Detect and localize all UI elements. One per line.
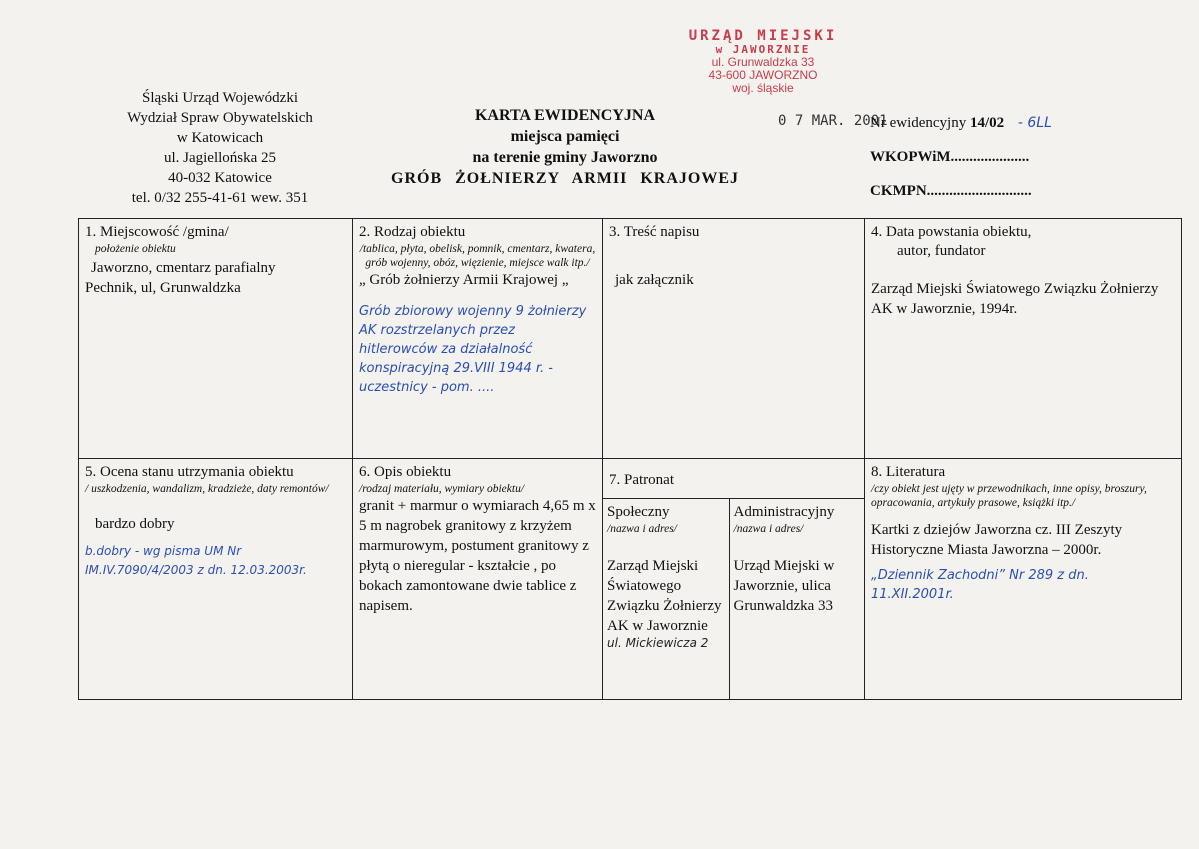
- condition-handwritten: b.dobry - wg pisma UM Nr IM.IV.7090/4/2003 z dn. 12.03.2003r.: [85, 544, 307, 577]
- creation-date-value: Zarząd Miejski Światowego Związku Żołnierzy AK w Jaworznie, 1994r.: [871, 281, 1159, 317]
- cell-header: 5. Ocena stanu utrzymania obiektu: [85, 464, 294, 480]
- issuer-line: Wydział Spraw Obywatelskich: [127, 110, 313, 126]
- title-line-2: miejsca pamięci: [510, 128, 620, 145]
- admin-subheader: /nazwa i adres/: [733, 523, 804, 535]
- cell-header: 8. Literatura: [871, 464, 946, 480]
- literature-value: Kartki z dziejów Jaworzna cz. III Zeszyty Historyczne Miasta Jaworzna – 2000r.: [871, 522, 1123, 558]
- issuer-line: Śląski Urząd Wojewódzki: [142, 90, 298, 106]
- cell-patronage: [603, 459, 865, 700]
- title-line-3: na terenie gminy Jaworzno: [472, 149, 658, 166]
- stamp-line-3: ul. Grunwaldzka 33: [711, 55, 815, 69]
- social-header: Społeczny: [607, 504, 670, 520]
- issuer-address: [100, 88, 340, 208]
- table-row: [603, 499, 865, 699]
- cell-location: [79, 219, 353, 459]
- cell-header: 1. Miejscowość /gmina/: [85, 224, 229, 240]
- wkopwim-field: WKOPWiM.....................: [870, 149, 1030, 165]
- social-handwritten: ul. Mickiewicza 2: [607, 636, 709, 650]
- cell-header: 6. Opis obiektu: [359, 464, 452, 480]
- title-line-4: GRÓB ŻOŁNIERZY ARMII KRAJOWEJ: [391, 170, 739, 187]
- social-subheader: /nazwa i adres/: [607, 523, 677, 535]
- object-type-handwritten: Grób zbiorowy wojenny 9 żołnierzy AK rozstrzelanych przez hitlerowców za działalność konspiracyjną 29.VIII 1944 r. - uczestnicy - pom. ....: [359, 304, 587, 395]
- cell-creation-date: [865, 219, 1182, 459]
- registry-number-value: 14/02: [969, 115, 1005, 131]
- cell-object-type: [353, 219, 603, 459]
- table-row: [79, 219, 1182, 459]
- cell-subheader: położenie obiektu: [95, 243, 176, 255]
- cell-inscription: [603, 219, 865, 459]
- cell-literature: [865, 459, 1182, 700]
- literature-handwritten: „Dziennik Zachodni” Nr 289 z dn. 11.XII.2001r.: [871, 568, 1089, 602]
- registry-block: [870, 106, 1052, 208]
- title-line-1: KARTA EWIDENCYJNA: [474, 107, 656, 124]
- city-office-stamp: [668, 30, 858, 95]
- received-date-stamp: 0 7 MAR. 2001: [778, 113, 888, 129]
- cell-header-2: autor, fundator: [897, 243, 986, 259]
- stamp-line-2: w JAWORZNIE: [715, 43, 811, 56]
- registry-number-label: Nr ewidencyjny: [870, 115, 967, 131]
- card-title: [355, 105, 775, 189]
- issuer-line: tel. 0/32 255-41-61 wew. 351: [131, 190, 309, 206]
- cell-subheader: / uszkodzenia, wandalizm, kradzieże, daty remontów/: [85, 483, 329, 495]
- cell-header: 2. Rodzaj obiektu: [359, 224, 466, 240]
- description-value: granit + marmur o wymiarach 4,65 m x 5 m nagrobek granitowy z krzyżem marmurowym, postument granitowy z płytą o nieregular - kształcie , po bokach zamontowane dwie tablice z napisem.: [359, 498, 596, 614]
- cell-header: 3. Treść napisu: [609, 224, 700, 240]
- ckmpn-field: CKMPN............................: [870, 183, 1032, 199]
- object-type-value: „ Grób żołnierzy Armii Krajowej „: [359, 272, 569, 288]
- evidence-table: [78, 218, 1182, 700]
- issuer-line: w Katowicach: [176, 130, 264, 146]
- cell-subheader: /czy obiekt jest ujęty w przewodnikach, inne opisy, broszury, opracowania, artykuły prasowe, książki itp./: [871, 483, 1147, 509]
- cell-patronage-social: [603, 499, 729, 699]
- location-line-2: Pechnik, ul, Grunwaldzka: [85, 280, 241, 296]
- cell-subheader: /tablica, płyta, obelisk, pomnik, cmentarz, kwatera, grób wojenny, obóz, więzienie, miejsce walk itp./: [359, 243, 596, 269]
- issuer-line: ul. Jagiellońska 25: [163, 150, 277, 166]
- cell-condition: [79, 459, 353, 700]
- cell-subheader: /rodzaj materiału, wymiary obiektu/: [359, 483, 525, 495]
- condition-value: bardzo dobry: [95, 516, 175, 532]
- stamp-line-5: woj. śląskie: [732, 81, 794, 95]
- cell-patronage-admin: [729, 499, 865, 699]
- issuer-line: 40-032 Katowice: [168, 170, 272, 186]
- stamp-line-4: 43-600 JAWORZNO: [708, 68, 818, 82]
- cell-description: [353, 459, 603, 700]
- admin-value: Urząd Miejski w Jaworznie, ulica Grunwaldzka 33: [733, 558, 835, 614]
- registry-number: [870, 106, 1052, 140]
- inscription-value: jak załącznik: [615, 272, 694, 288]
- cell-header: 4. Data powstania obiektu,: [871, 224, 1032, 240]
- admin-header: Administracyjny: [733, 504, 835, 520]
- location-line-1: Jaworzno, cmentarz parafialny: [91, 260, 276, 276]
- social-value: Zarząd Miejski Światowego Związku Żołnierzy AK w Jaworznie: [607, 558, 722, 634]
- table-row: [79, 459, 1182, 700]
- patronage-subtable: [603, 498, 865, 699]
- registry-number-handwritten: - 6LL: [1017, 115, 1052, 131]
- stamp-line-1: URZĄD MIEJSKI: [688, 28, 838, 44]
- cell-header: 7. Patronat: [609, 472, 674, 488]
